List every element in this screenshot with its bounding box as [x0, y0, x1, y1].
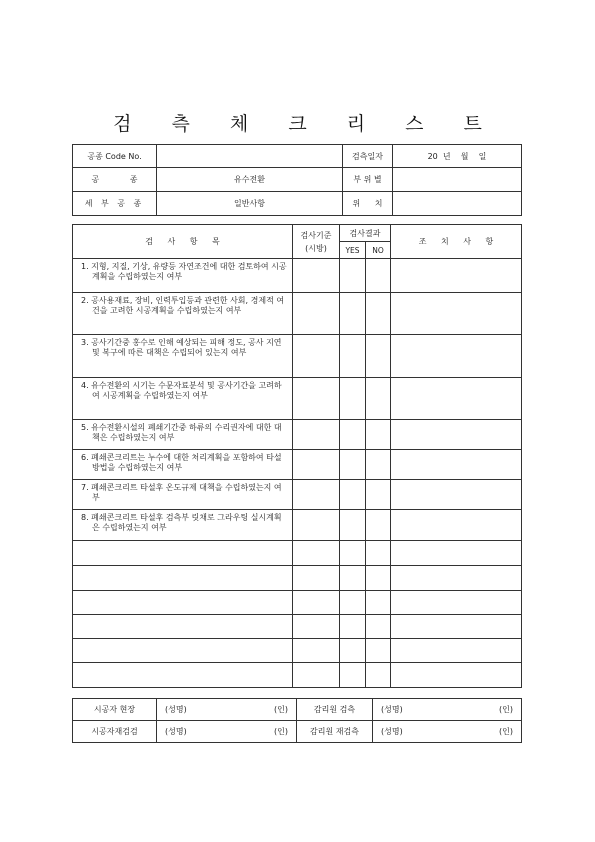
empty-item-cell[interactable] — [73, 591, 293, 615]
criteria-cell[interactable] — [293, 420, 340, 450]
check-item-5: 5. 유수전환시설의 폐쇄기간중 하류의 수리권자에 대한 대책은 수립하였는지 여부 — [73, 420, 293, 450]
table-row — [73, 335, 522, 378]
criteria-cell[interactable] — [293, 510, 340, 541]
contractor-recheck-signature[interactable] — [157, 721, 297, 743]
yes-cell[interactable] — [340, 510, 366, 541]
action-cell[interactable] — [391, 510, 522, 541]
empty-criteria-cell[interactable] — [293, 639, 340, 663]
check-item-3: 3. 공사기간중 홍수로 인해 예상되는 피해 정도, 공사 지연 및 복구에 따른 대책은 수립되어 있는지 여부 — [73, 335, 293, 378]
header-table — [72, 144, 522, 216]
supervisor-recheck-signature[interactable] — [373, 721, 522, 743]
empty-action-cell[interactable] — [391, 591, 522, 615]
page-title: 검 측 체 크 리 스 트 — [113, 113, 499, 135]
empty-no-cell[interactable] — [366, 541, 391, 566]
empty-row — [73, 566, 522, 591]
contractor-manager-name: (성명) — [165, 705, 187, 714]
empty-no-cell[interactable] — [366, 566, 391, 591]
empty-yes-cell[interactable] — [340, 663, 366, 688]
col-header-criteria — [293, 225, 340, 259]
action-cell[interactable] — [391, 480, 522, 510]
col-header-items: 검 사 항 목 — [73, 225, 293, 259]
yes-cell[interactable] — [340, 293, 366, 335]
empty-row — [73, 663, 522, 688]
signature-table — [72, 698, 522, 743]
empty-yes-cell[interactable] — [340, 591, 366, 615]
empty-row — [73, 541, 522, 566]
supervisor-name: (성명) — [381, 705, 403, 714]
criteria-cell[interactable] — [293, 450, 340, 480]
work-type-label: 공 종 — [73, 168, 157, 192]
check-item-7: 7. 폐쇄콘크리트 타설후 온도규제 대책을 수립하였는지 여부 — [73, 480, 293, 510]
yes-cell[interactable] — [340, 420, 366, 450]
empty-criteria-cell[interactable] — [293, 615, 340, 639]
empty-criteria-cell[interactable] — [293, 663, 340, 688]
supervisor-recheck-seal: (인) — [499, 727, 513, 736]
criteria-label-line1: 검사기준 — [300, 230, 332, 240]
empty-yes-cell[interactable] — [340, 541, 366, 566]
supervisor-recheck-label: 감리원 재검측 — [297, 721, 373, 743]
location-value[interactable] — [393, 192, 522, 216]
criteria-cell[interactable] — [293, 259, 340, 293]
criteria-cell[interactable] — [293, 480, 340, 510]
check-item-4: 4. 유수전환의 시기는 수문자료분석 및 공사기간을 고려하여 시공계획을 수립하였는지 여부 — [73, 378, 293, 420]
criteria-label-line2: (시방) — [305, 243, 327, 253]
empty-action-cell[interactable] — [391, 541, 522, 566]
table-row — [73, 378, 522, 420]
check-item-1: 1. 지형, 지질, 기상, 유량등 자연조건에 대한 검토하여 시공계획을 수립하였는지 여부 — [73, 259, 293, 293]
contractor-manager-seal: (인) — [274, 705, 288, 714]
action-cell[interactable] — [391, 259, 522, 293]
contractor-manager-label: 시공자 현장 — [73, 699, 157, 721]
col-header-yes: YES — [340, 242, 366, 259]
empty-action-cell[interactable] — [391, 566, 522, 591]
empty-item-cell[interactable] — [73, 639, 293, 663]
criteria-cell[interactable] — [293, 335, 340, 378]
empty-no-cell[interactable] — [366, 615, 391, 639]
empty-criteria-cell[interactable] — [293, 591, 340, 615]
part-label: 부 위 별 — [343, 168, 393, 192]
no-cell[interactable] — [366, 510, 391, 541]
no-cell[interactable] — [366, 335, 391, 378]
empty-criteria-cell[interactable] — [293, 541, 340, 566]
contractor-recheck-name: (성명) — [165, 727, 187, 736]
empty-item-cell[interactable] — [73, 663, 293, 688]
empty-row — [73, 639, 522, 663]
yes-cell[interactable] — [340, 335, 366, 378]
table-row — [73, 510, 522, 541]
table-row — [73, 450, 522, 480]
inspection-date-label: 검측일자 — [343, 145, 393, 168]
no-cell[interactable] — [366, 480, 391, 510]
empty-row — [73, 591, 522, 615]
criteria-cell[interactable] — [293, 378, 340, 420]
yes-cell[interactable] — [340, 378, 366, 420]
empty-criteria-cell[interactable] — [293, 566, 340, 591]
table-row — [73, 259, 522, 293]
inspection-date-value[interactable]: 20 년 월 일 — [393, 145, 522, 168]
table-row — [73, 293, 522, 335]
empty-yes-cell[interactable] — [340, 566, 366, 591]
empty-yes-cell[interactable] — [340, 615, 366, 639]
detail-work-label: 세 부 공 종 — [73, 192, 157, 216]
empty-action-cell[interactable] — [391, 615, 522, 639]
check-item-8: 8. 폐쇄콘크리트 타설후 검측부 릿채로 그라우팅 실시계획은 수립하였는지 여부 — [73, 510, 293, 541]
table-row — [73, 480, 522, 510]
work-code-label: 공종 Code No. — [73, 145, 157, 168]
no-cell[interactable] — [366, 450, 391, 480]
work-code-value[interactable] — [157, 145, 343, 168]
contractor-manager-signature[interactable] — [157, 699, 297, 721]
check-item-6: 6. 폐쇄콘크리트는 누수에 대한 처리계획을 포함하여 타설방법을 수립하였는지 여부 — [73, 450, 293, 480]
empty-action-cell[interactable] — [391, 639, 522, 663]
action-cell[interactable] — [391, 335, 522, 378]
col-header-no: NO — [366, 242, 391, 259]
detail-work-value[interactable]: 일반사항 — [157, 192, 343, 216]
action-cell[interactable] — [391, 450, 522, 480]
action-cell[interactable] — [391, 378, 522, 420]
contractor-recheck-seal: (인) — [274, 727, 288, 736]
no-cell[interactable] — [366, 420, 391, 450]
col-header-result: 검사결과 — [340, 225, 391, 242]
no-cell[interactable] — [366, 293, 391, 335]
no-cell[interactable] — [366, 259, 391, 293]
checklist-table — [72, 224, 522, 688]
criteria-cell[interactable] — [293, 293, 340, 335]
empty-item-cell[interactable] — [73, 566, 293, 591]
supervisor-recheck-name: (성명) — [381, 727, 403, 736]
empty-row — [73, 615, 522, 639]
yes-cell[interactable] — [340, 259, 366, 293]
check-item-2: 2. 공사용재료, 장비, 인력투입등과 관련한 사회, 경제적 여건을 고려한 시공계획을 수립하였는지 여부 — [73, 293, 293, 335]
supervisor-label: 감리원 검측 — [297, 699, 373, 721]
empty-item-cell[interactable] — [73, 541, 293, 566]
empty-yes-cell[interactable] — [340, 639, 366, 663]
action-cell[interactable] — [391, 420, 522, 450]
table-row — [73, 420, 522, 450]
yes-cell[interactable] — [340, 450, 366, 480]
work-type-value[interactable]: 유수전환 — [157, 168, 343, 192]
no-cell[interactable] — [366, 378, 391, 420]
col-header-action: 조 치 사 항 — [391, 225, 522, 259]
empty-action-cell[interactable] — [391, 663, 522, 688]
empty-no-cell[interactable] — [366, 591, 391, 615]
yes-cell[interactable] — [340, 480, 366, 510]
empty-no-cell[interactable] — [366, 663, 391, 688]
supervisor-signature[interactable] — [373, 699, 522, 721]
contractor-recheck-label: 시공자재검검 — [73, 721, 157, 743]
empty-item-cell[interactable] — [73, 615, 293, 639]
action-cell[interactable] — [391, 293, 522, 335]
empty-no-cell[interactable] — [366, 639, 391, 663]
part-value[interactable] — [393, 168, 522, 192]
supervisor-seal: (인) — [499, 705, 513, 714]
location-label: 위 치 — [343, 192, 393, 216]
